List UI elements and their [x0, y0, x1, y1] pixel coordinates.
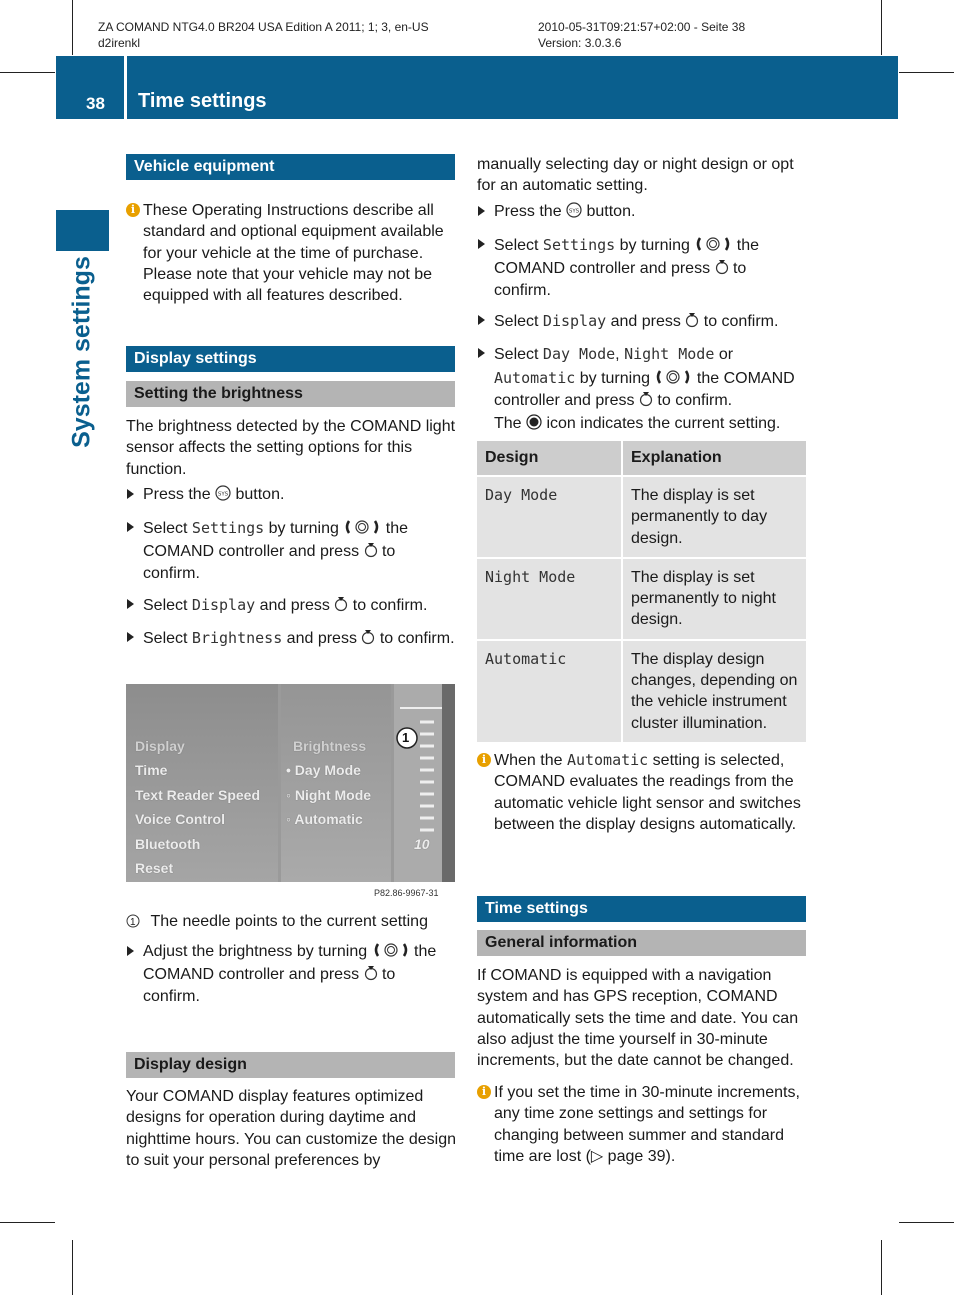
step-adjust-brightness [126, 941, 456, 1009]
svg-text:SYS: SYS [568, 208, 580, 215]
meta-edition: ZA COMAND NTG4.0 BR204 USA Edition A 2011; 1; 3, en-US [98, 20, 429, 34]
menu-term: Brightness [191, 629, 283, 647]
step-arrow-icon [127, 946, 134, 956]
screen-menu-left [126, 684, 278, 882]
rotate-controller-icon [654, 369, 692, 385]
screen-submenu-label: Day Mode [294, 762, 361, 778]
crop-mark [0, 1222, 55, 1223]
brightness-intro: The brightness detected by the COMAND light sensor affects the setting options for this function. [126, 418, 456, 478]
step-text: Press the [143, 486, 216, 503]
step-text: to confirm. [699, 313, 779, 330]
table-row [477, 558, 806, 640]
screen-menu-item: Time [135, 762, 168, 778]
step-text: to confirm. [143, 965, 396, 1005]
table-cell-explanation: The display design changes, depending on the vehicle instrument cluster illumination. [622, 640, 806, 743]
meta-timestamp: 2010-05-31T09:21:57+02:00 - Seite 38 [538, 20, 746, 34]
page-title: Time settings [138, 90, 267, 112]
page-header [56, 56, 898, 119]
screen-menu-item: Reset [135, 860, 174, 876]
crop-mark [881, 0, 882, 55]
brightness-scale-graphic [394, 684, 455, 882]
step-text: by turning [264, 520, 344, 537]
subheading-display-design: Display design [126, 1052, 455, 1078]
chapter-tab [56, 210, 109, 251]
step-text: to confirm. [375, 630, 455, 647]
selected-dot-icon [526, 414, 542, 430]
menu-term: Day Mode [542, 345, 616, 363]
table-row [477, 476, 806, 558]
subheading-setting-brightness: Setting the brightness [126, 381, 455, 407]
info-time-increments [477, 1082, 809, 1167]
svg-text:SYS: SYS [217, 491, 229, 498]
scale-value: 10 [414, 836, 430, 852]
screen-submenu-title: Brightness [293, 738, 367, 754]
step-text: Select [494, 313, 543, 330]
crop-mark [0, 72, 55, 73]
step-text: Select [143, 630, 192, 647]
info-icon: i [126, 203, 140, 217]
step-text: button. [231, 486, 285, 503]
step-select-settings [126, 517, 456, 586]
caption-text: The needle points to the current setting [150, 913, 428, 930]
callout-number: 1 [402, 730, 410, 745]
step-text: the COMAND controller and press [494, 237, 760, 277]
info-automatic [477, 750, 809, 835]
menu-term: Display [191, 596, 256, 614]
step-text: the COMAND controller and press [143, 943, 437, 983]
rotate-controller-icon [343, 519, 381, 535]
design-table [477, 441, 806, 744]
screen-menu-item: Display [135, 738, 185, 754]
table-cell-explanation: The display is set permanently to night design. [622, 558, 806, 640]
step-text: by turning [615, 237, 695, 254]
crop-mark [72, 1240, 73, 1295]
table-cell-design: Night Mode [477, 558, 622, 640]
step-arrow-icon [478, 239, 485, 249]
display-design-text: Your COMAND display features optimized designs for operation during daytime and nighttime hours. You can customize the design to suit your personal preferences by [126, 1088, 456, 1169]
meta-version: Version: 3.0.3.6 [538, 36, 622, 50]
system-button-icon [215, 485, 231, 501]
menu-term: Automatic [494, 368, 576, 387]
table-header-explanation: Explanation [622, 441, 806, 476]
section-heading-display-settings: Display settings [126, 346, 455, 372]
continued-text: manually selecting day or night design or opt for an automatic setting. [477, 156, 794, 195]
step-arrow-icon [478, 206, 485, 216]
table-header-row [477, 441, 806, 476]
screen-menu-right [281, 684, 391, 882]
chapter-title: System settings [67, 256, 96, 448]
section-heading-vehicle-equipment: Vehicle equipment [126, 154, 455, 180]
info-text: setting is selected, COMAND evaluates the readings from the automatic vehicle light sensor and switches between the display designs automatically. [494, 752, 801, 833]
menu-term: Settings [542, 236, 616, 254]
screen-submenu-label: Automatic [294, 811, 363, 827]
step-arrow-icon [478, 348, 485, 358]
press-controller-icon [361, 629, 375, 645]
info-text: When the [494, 752, 567, 769]
step-arrow-icon [478, 315, 485, 325]
step-text: the COMAND controller and press [143, 520, 409, 560]
time-settings-text: If COMAND is equipped with a navigation system and has GPS reception, COMAND automatically sets the time and date. You can also adjust the time yourself in 30-minute increments, but the date cannot be changed. [477, 967, 799, 1070]
press-controller-icon [364, 965, 378, 981]
step-text: and press [282, 630, 362, 647]
info-text: If you set the time in 30-minute increments, any time zone settings and settings for changing between summer and standard time are lost ( [494, 1084, 800, 1165]
page-number: 38 [86, 94, 105, 113]
subheading-general-information: General information [477, 930, 806, 956]
step-arrow-icon [127, 489, 134, 499]
step-select-brightness [126, 627, 456, 651]
step-text: the COMAND controller and press [494, 369, 795, 409]
step-select-display [477, 310, 807, 334]
screen-submenu-label: Night Mode [294, 787, 372, 803]
crop-mark [899, 72, 954, 73]
header-divider [124, 56, 127, 119]
press-controller-icon [715, 259, 729, 275]
system-button-icon [566, 202, 582, 218]
screen-submenu-item: ◦ Automatic [286, 811, 363, 827]
step-select-settings [477, 234, 807, 303]
meta-author: d2irenkl [98, 36, 141, 50]
rotate-controller-icon [372, 942, 410, 958]
print-meta-left [98, 19, 429, 51]
table-cell-explanation: The display is set permanently to day design. [622, 476, 806, 558]
info-text: ). [665, 1147, 676, 1165]
screen-submenu-item: • Day Mode [286, 762, 361, 778]
screen-menu-item: Bluetooth [135, 836, 201, 852]
step-text: or [714, 346, 734, 363]
rotate-controller-icon [694, 236, 732, 252]
screen-menu-item: Voice Control [135, 811, 225, 827]
figure-code: P82.86-9967-31 [374, 888, 439, 898]
step-text: Select [494, 237, 543, 254]
crop-mark [881, 1240, 882, 1295]
table-header-design: Design [477, 441, 622, 476]
step-text: Select [143, 597, 192, 614]
crop-mark [72, 0, 73, 55]
table-cell-design: Day Mode [477, 476, 622, 558]
step-text: Select [494, 346, 543, 363]
print-meta-right [538, 19, 745, 51]
step-text: Select [143, 520, 192, 537]
figure-caption [126, 911, 456, 932]
menu-term: Automatic [566, 751, 649, 769]
brightness-screen-image [126, 684, 455, 882]
info-vehicle-equipment [126, 200, 457, 306]
step-text: Adjust the brightness by turning [143, 943, 372, 960]
step-arrow-icon [127, 522, 134, 532]
menu-term: Night Mode [624, 345, 715, 363]
step-text: to confirm. [652, 392, 733, 409]
step-note-text: The [494, 414, 527, 432]
step-text: , [615, 346, 625, 363]
step-arrow-icon [127, 599, 134, 609]
press-controller-icon [334, 596, 348, 612]
step-text: to confirm. [143, 542, 396, 582]
step-text: by turning [575, 369, 655, 387]
info-icon: i [477, 1085, 491, 1099]
step-select-mode [477, 343, 807, 435]
table-cell-design: Automatic [477, 640, 622, 743]
info-icon: i [477, 753, 491, 767]
press-controller-icon [685, 312, 699, 328]
step-press-system [126, 484, 456, 507]
step-text: Press the [494, 203, 567, 220]
screen-brightness-scale [394, 684, 455, 882]
callout-num-small: 1 [130, 917, 136, 928]
step-text: to confirm. [348, 597, 428, 614]
step-arrow-icon [127, 632, 134, 642]
step-press-system [477, 201, 807, 224]
table-row [477, 640, 806, 743]
menu-term: Display [542, 312, 607, 330]
step-text: and press [255, 597, 335, 614]
step-note-text: icon indicates the current setting. [542, 414, 781, 432]
screen-menu-item: Text Reader Speed [135, 787, 261, 803]
screen-submenu-item: ◦ Night Mode [286, 787, 372, 803]
step-text: button. [582, 203, 636, 220]
info-text: These Operating Instructions describe all standard and optional equipment available for your vehicle at the time of purchase. Please note that your vehicle may not be equipped with all features described. [143, 202, 444, 305]
press-controller-icon [364, 542, 378, 558]
menu-term: Settings [191, 519, 265, 537]
page-reference-link[interactable]: ▷ page 39 [590, 1147, 666, 1165]
press-controller-icon [639, 391, 653, 407]
section-heading-time-settings: Time settings [477, 896, 806, 922]
step-select-display [126, 594, 456, 618]
crop-mark [899, 1222, 954, 1223]
step-text: to confirm. [494, 259, 747, 299]
step-text: and press [606, 313, 686, 330]
